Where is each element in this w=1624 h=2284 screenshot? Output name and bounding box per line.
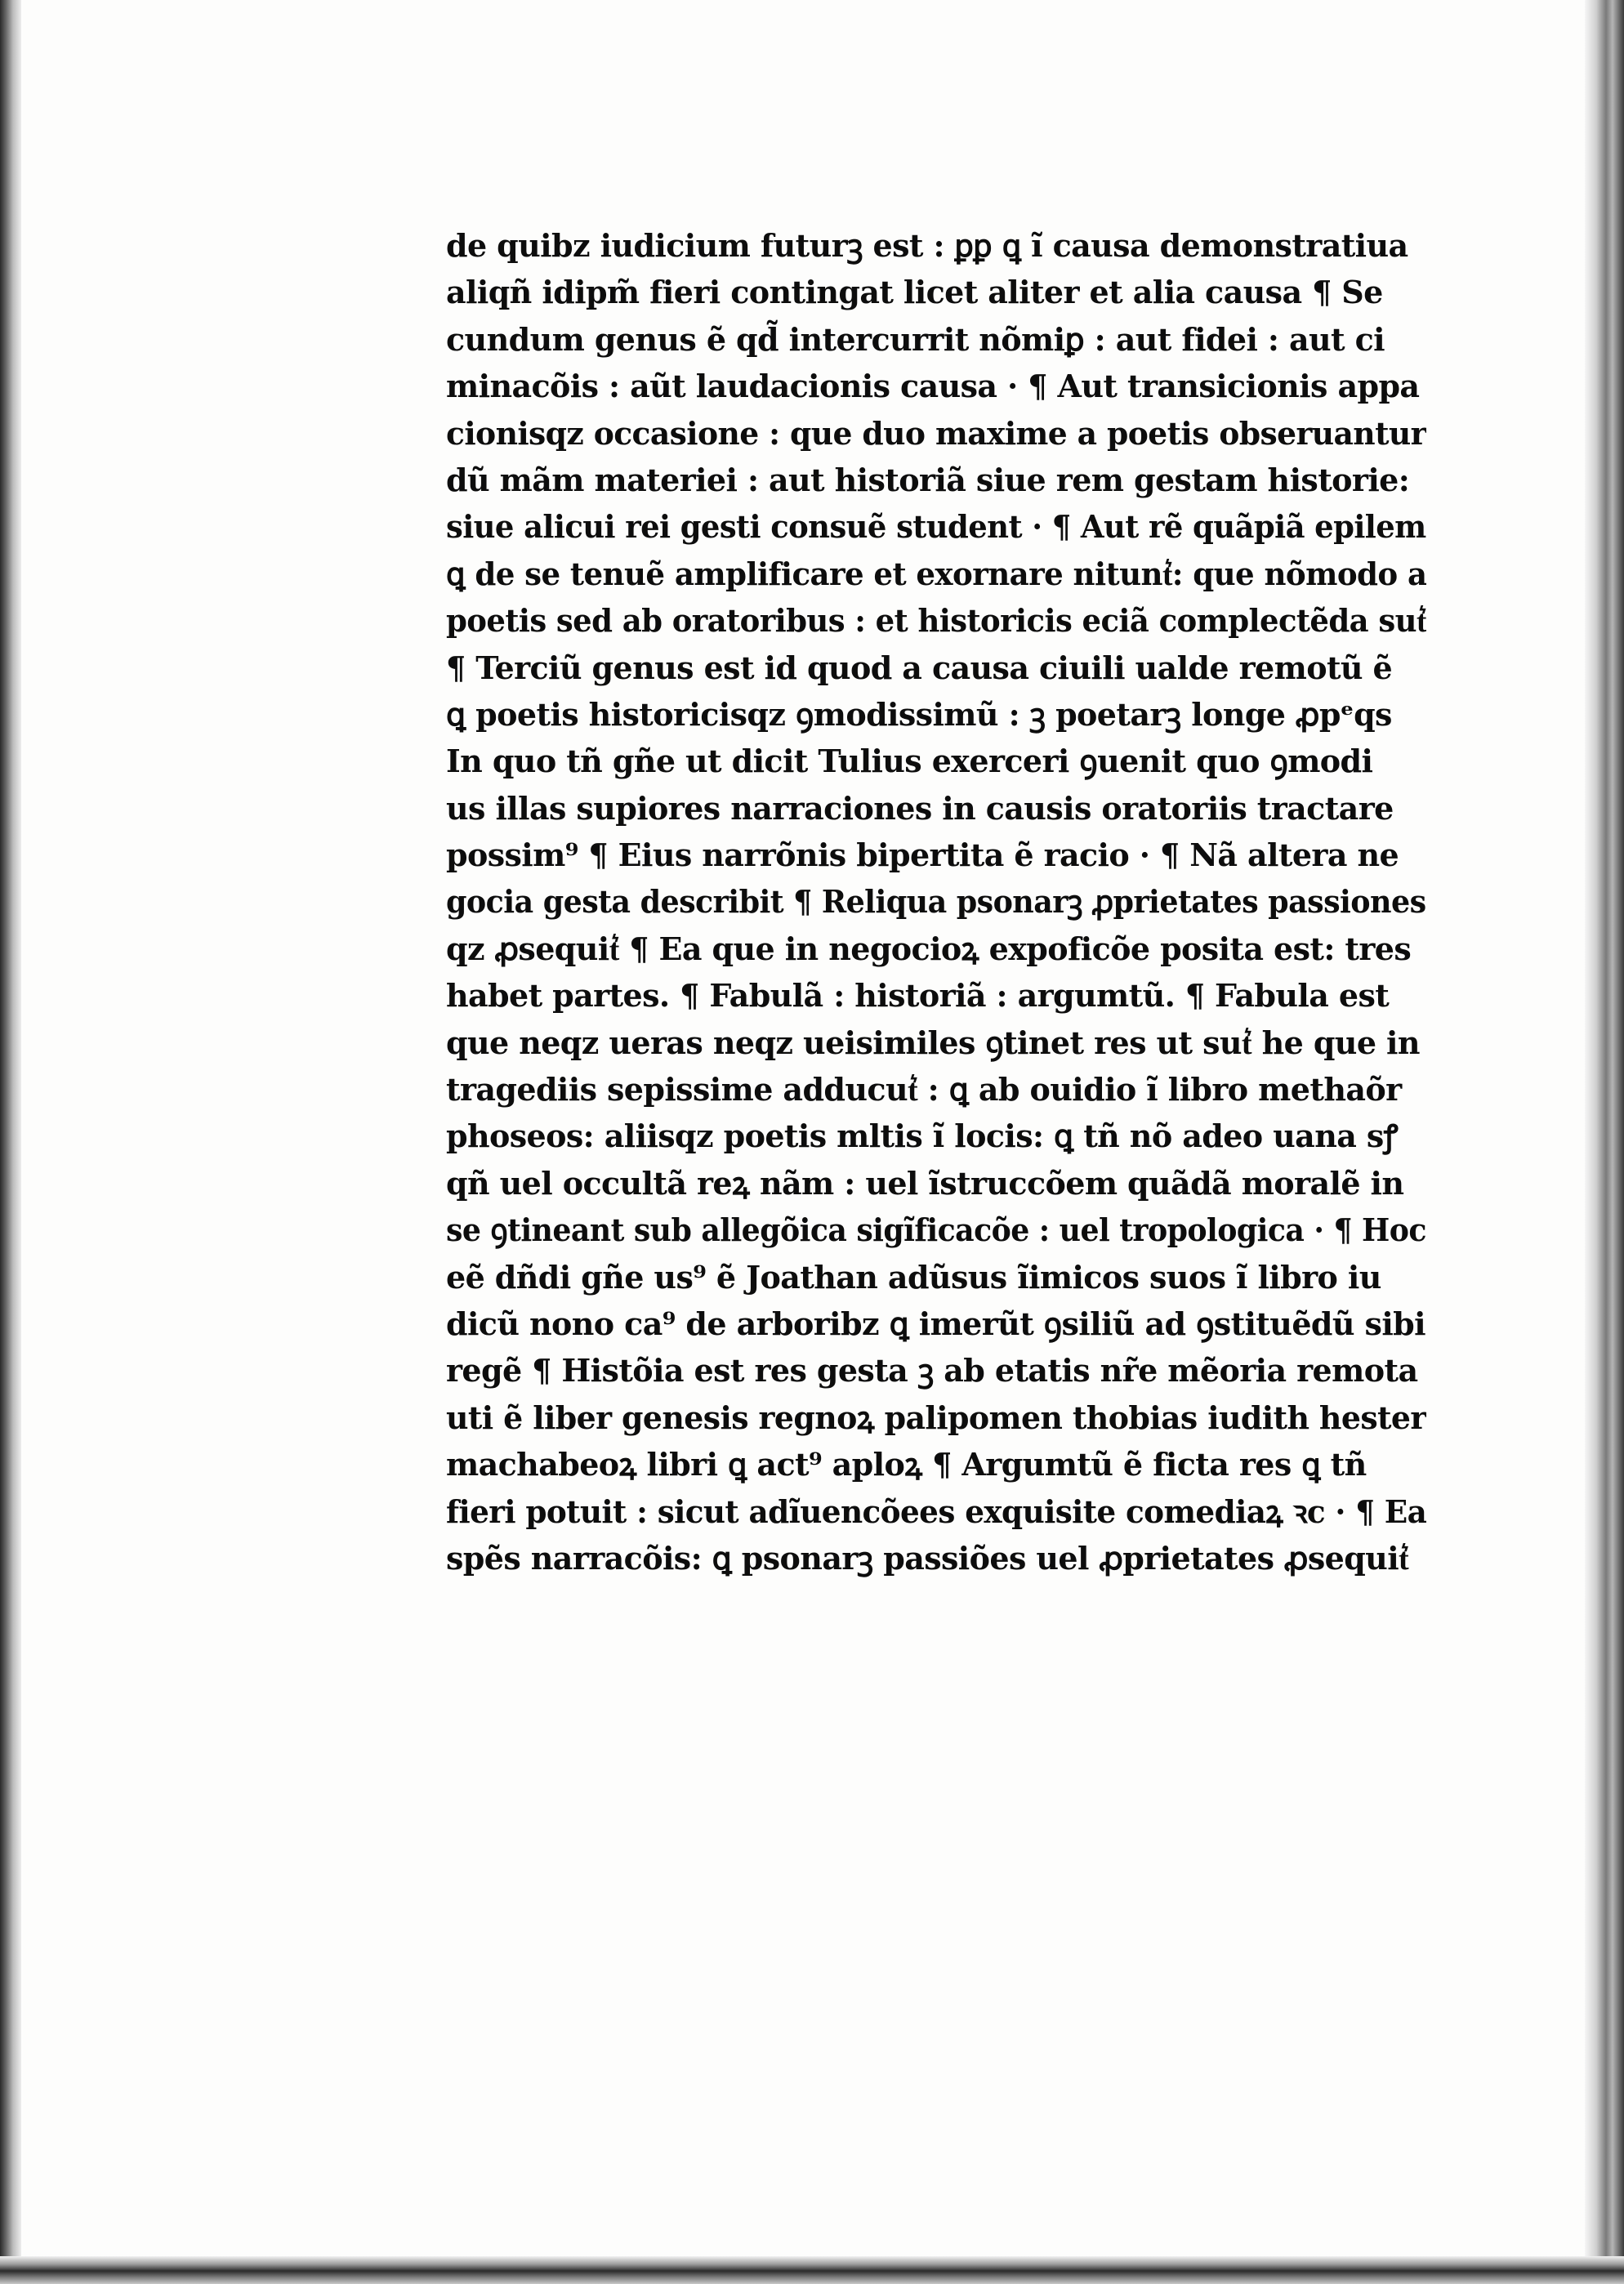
text-line: siue alicui rei gesti consuẽ student · ¶ Aut rẽ quãpiã epilem <box>446 508 1426 546</box>
text-line: dicũ nono ca⁹ de arboribz ꝗ imerũt ꝯsiliũ ad ꝯstituẽdũ sibi <box>446 1305 1425 1342</box>
right-page-edge <box>1585 0 1624 2284</box>
text-line: qz ꝓsequit͛ ¶ Ea que in negocioꝝ expoficõe posita est: tres <box>446 930 1412 967</box>
text-line: uti ẽ liber genesis regnoꝝ palipomen thobias iudith hester <box>446 1399 1426 1436</box>
text-line: machabeoꝝ libri ꝗ act⁹ aploꝝ ¶ Argumtũ ẽ ficta res ꝗ tñ <box>446 1446 1367 1483</box>
text-line: habet partes. ¶ Fabulã : historiã : argumtũ. ¶ Fabula est <box>446 977 1390 1015</box>
text-line: que neqz ueras neqz ueisimiles ꝯtinet res ut sut͛ he que in <box>446 1024 1420 1061</box>
text-line: ¶ Terciũ genus est id quod a causa ciuili ualde remotũ ẽ <box>446 649 1393 686</box>
text-line: aliqñ idipm̃ fieri contingat licet aliter et alia causa ¶ Se <box>446 274 1383 311</box>
text-line: cundum genus ẽ qd̃ intercurrit nõmiꝑ : aut fidei : aut ci <box>446 320 1385 358</box>
text-line: se ꝯtineant sub allegõica sigĩficacõe : uel tropologica · ¶ Hoc <box>446 1211 1426 1249</box>
text-line: minacõis : aũt laudacionis causa · ¶ Aut transicionis appa <box>446 368 1420 405</box>
text-line: dũ mãm materiei : aut historiã siue rem gestam historie: <box>446 461 1410 498</box>
text-line: regẽ ¶ Histõia est res gesta ꝫ ab etatis nr̃e mẽoria remota <box>446 1352 1418 1390</box>
text-block <box>446 222 1426 1774</box>
text-line: spẽs narracõis: ꝗ psonarꝫ passiões uel ꝓprietates ꝓsequit͛ <box>446 1539 1409 1577</box>
text-line: possim⁹ ¶ Eius narrõnis bipertita ẽ racio · ¶ Nã altera ne <box>446 836 1399 874</box>
bottom-page-edge <box>0 2256 1624 2284</box>
left-page-edge <box>0 0 21 2284</box>
text-line: phoseos: aliisqz poetis mltis ĩ locis: ꝗ tñ nõ adeo uana sꝭ <box>446 1117 1399 1155</box>
text-line: fieri potuit : sicut adĩuencõees exquisite comediaꝝ ꝛc · ¶ Ea <box>446 1492 1426 1530</box>
text-line: poetis sed ab oratoribus : et historicis eciã complectẽda sut͛ <box>446 602 1426 640</box>
text-line: gocia gesta describit ¶ Reliqua psonarꝫ ꝓprietates passiones <box>446 883 1426 921</box>
text-line: de quibz iudicium futurꝫ est : ꝑꝑ ꝗ ĩ causa demonstratiua <box>446 227 1408 264</box>
text-line: In quo tñ gñe ut dicit Tulius exerceri ꝯuenit quo ꝯmodi <box>446 743 1373 780</box>
text-line: ꝗ de se tenuẽ amplificare et exornare nitunt͛: que nõmodo a <box>446 555 1426 592</box>
text-line: ꝗ poetis historicisqz ꝯmodissimũ : ꝫ poetarꝫ longe ꝓpᵉqs <box>446 695 1392 733</box>
text-line: eẽ dñdi gñe us⁹ ẽ Joathan adũsus ĩimicos suos ĩ libro iu <box>446 1258 1381 1296</box>
text-line: cionisqz occasione : que duo maxime a poetis obseruantur <box>446 414 1426 452</box>
text-line: us illas supiores narraciones in causis oratoriis tractare <box>446 789 1394 827</box>
text-line: qñ uel occultã reꝝ nãm : uel ĩstruccõem quãdã moralẽ in <box>446 1164 1404 1202</box>
text-line: tragediis sepissime adducut͛ : ꝗ ab ouidio ĩ libro methaõr <box>446 1071 1402 1109</box>
